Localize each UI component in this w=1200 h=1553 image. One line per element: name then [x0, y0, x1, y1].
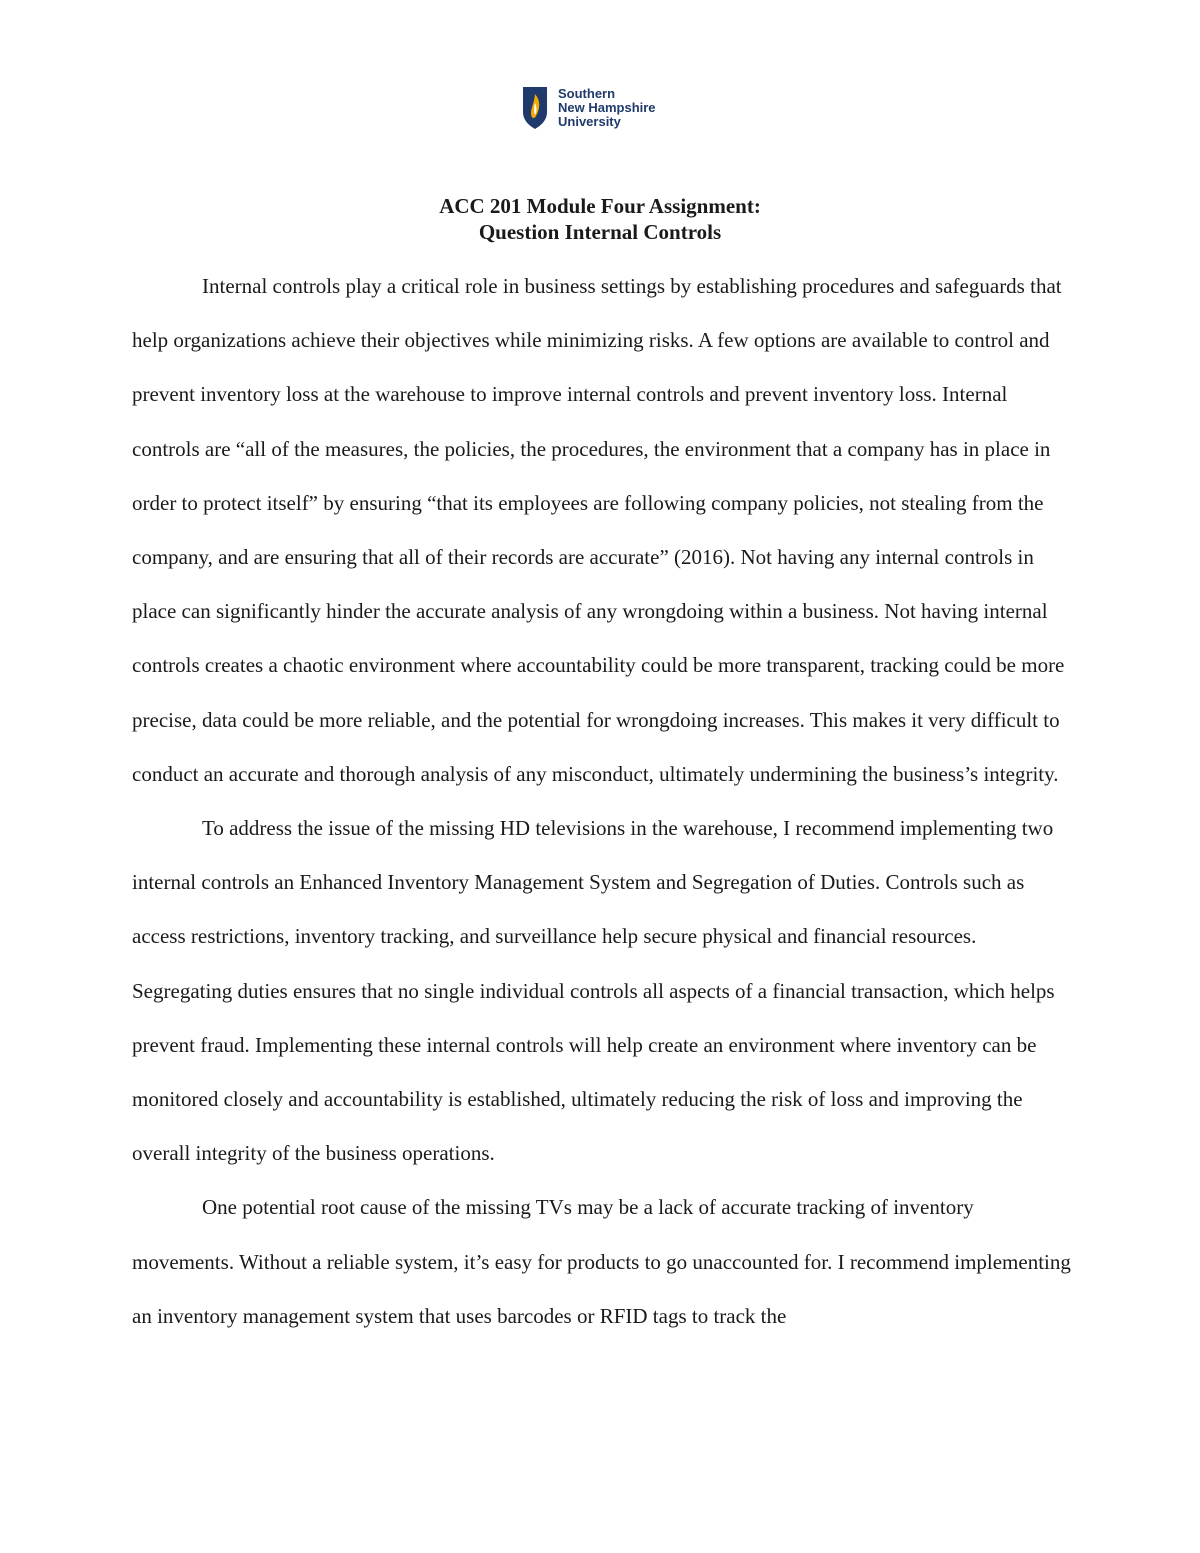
body-paragraph-1: Internal controls play a critical role in business settings by establishing procedures and safeguards that help organizations achieve their objectives while minimizing risks. A few options are available to control and prevent inventory loss at the warehouse to improve internal controls and prevent inventory loss. Internal controls are “all of the measures, the policies, the procedures, the environment that a company has in place in order to protect itself” by ensuring “that its employees are following company policies, not stealing from the company, and are ensuring that all of their records are accurate” (2016). Not having any internal controls in place can significantly hinder the accurate analysis of any wrongdoing within a business. Not having internal controls creates a chaotic environment where accountability could be more transparent, tracking could be more precise, data could be more reliable, and the potential for wrongdoing increases. This makes it very difficult to conduct an accurate and thorough analysis of any misconduct, ultimately undermining the business’s integrity. [132, 274, 1065, 786]
logo-line-3: University [558, 114, 621, 129]
logo-wordmark [558, 87, 656, 129]
title-line-2: Question Internal Controls [478, 220, 722, 244]
document-body [132, 259, 1080, 1343]
flame-shield-icon [522, 86, 548, 130]
university-logo [522, 86, 656, 130]
logo-line-2: New Hampshire [558, 100, 656, 115]
logo-line-1: Southern [558, 86, 616, 101]
title-line-1: ACC 201 Module Four Assignment: [439, 194, 761, 218]
body-paragraph-3: One potential root cause of the missing TVs may be a lack of accurate tracking of inventory movements. Without a reliable system, it’s easy for products to go unaccounted for. I recommend implementing an inventory management system that uses barcodes or RFID tags to track the [132, 1195, 1071, 1328]
document-title [0, 193, 1200, 245]
body-paragraph-2: To address the issue of the missing HD televisions in the warehouse, I recommend implementing two internal controls an Enhanced Inventory Management System and Segregation of Duties. Controls such as access restrictions, inventory tracking, and surveillance help secure physical and financial resources. Segregating duties ensures that no single individual controls all aspects of a financial transaction, which helps prevent fraud. Implementing these internal controls will help create an environment where inventory can be monitored closely and accountability is established, ultimately reducing the risk of loss and improving the overall integrity of the business operations. [132, 816, 1055, 1166]
